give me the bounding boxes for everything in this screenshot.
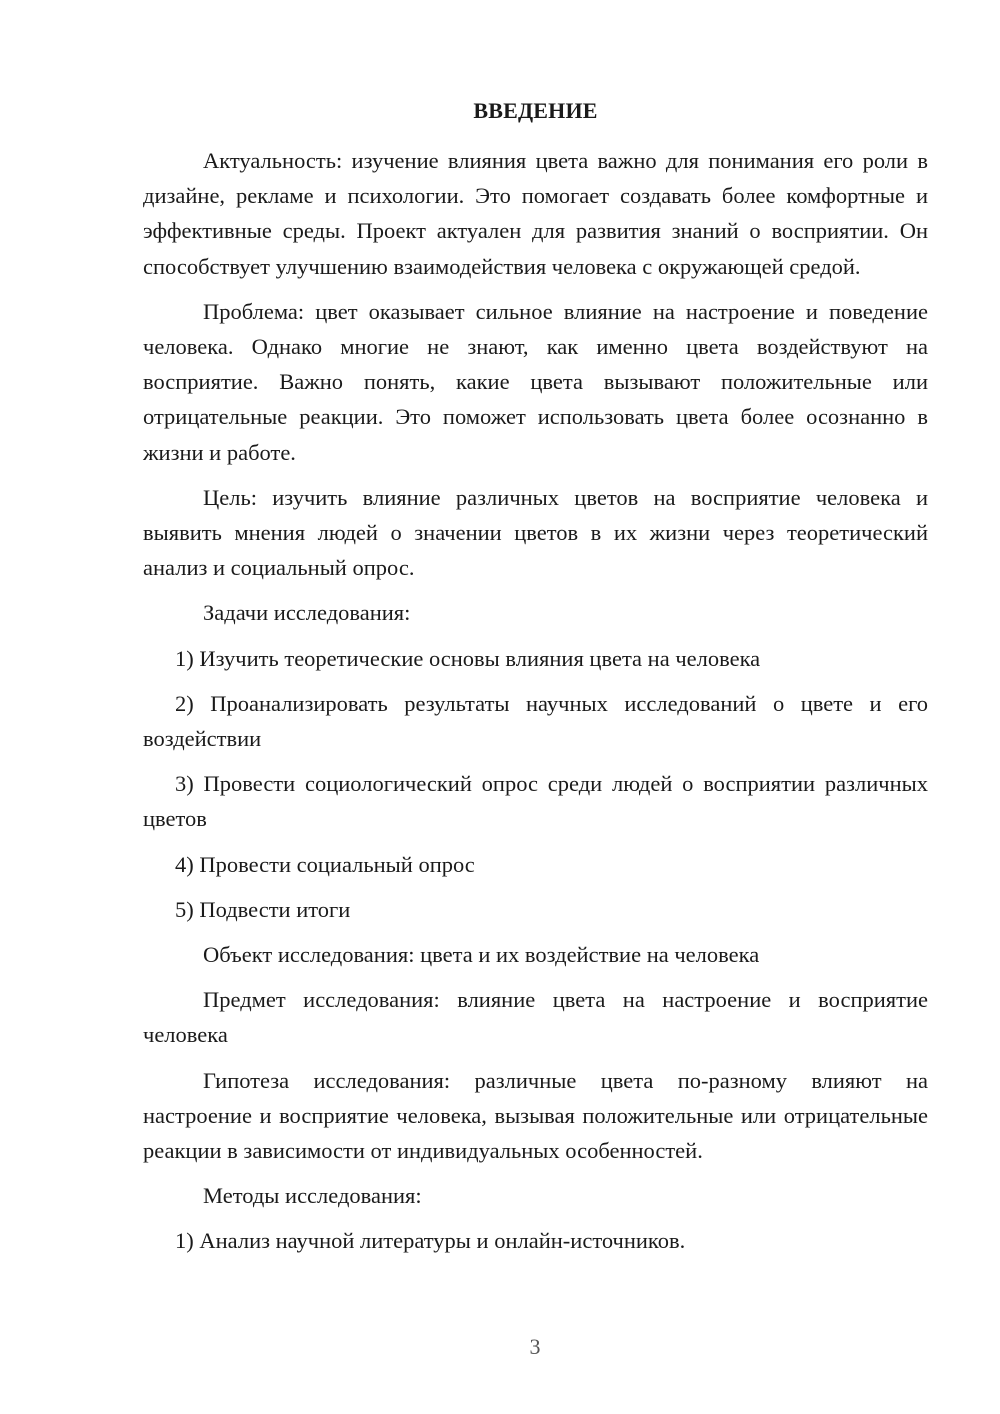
- goal-paragraph: Цель: изучить влияние различных цветов на восприятие человека и выявить мнения людей о значении цветов в их жизни через теоретический анализ и социальный опрос.: [143, 484, 928, 581]
- task-item: 1) Изучить теоретические основы влияния цвета на человека: [175, 645, 761, 671]
- relevance-paragraph: Актуальность: изучение влияния цвета важно для понимания его роли в дизайне, рекламе и психологии. Это помогает создавать более комфортные и эффективные среды. Проект актуален для развития знаний о восприятии. Он способствует улучшению взаимодействия человека с окружающей средой.: [143, 148, 928, 279]
- page-number: 3: [529, 1334, 541, 1359]
- problem-paragraph: Проблема: цвет оказывает сильное влияние на настроение и поведение человека. Однако многие не знают, как именно цвета воздействуют на восприятие. Важно понять, какие цвета вызывают положительные или отрицательные реакции. Это поможет использовать цвета более осознанно в жизни и работе.: [143, 298, 928, 465]
- tasks-heading: Задачи исследования:: [203, 600, 411, 626]
- object-paragraph: Объект исследования: цвета и их воздействие на человека: [203, 942, 760, 968]
- task-item: 4) Провести социальный опрос: [175, 851, 475, 877]
- document-body: [143, 143, 928, 1259]
- task-item: 5) Подвести итоги: [175, 896, 351, 922]
- section-title: ВВЕДЕНИЕ: [473, 98, 598, 123]
- methods-heading: Методы исследования:: [203, 1183, 422, 1209]
- task-item: 3) Провести социологический опрос среди людей о восприятии различных цветов: [143, 771, 928, 832]
- subject-paragraph: Предмет исследования: влияние цвета на настроение и восприятие человека: [143, 987, 928, 1048]
- hypothesis-paragraph: Гипотеза исследования: различные цвета по-разному влияют на настроение и восприятие человека, вызывая положительные или отрицательные реакции в зависимости от индивидуальных особенностей.: [143, 1067, 928, 1164]
- task-item: 2) Проанализировать результаты научных исследований о цвете и его воздействии: [143, 690, 928, 752]
- method-item: 1) Анализ научной литературы и онлайн-источников.: [175, 1228, 686, 1254]
